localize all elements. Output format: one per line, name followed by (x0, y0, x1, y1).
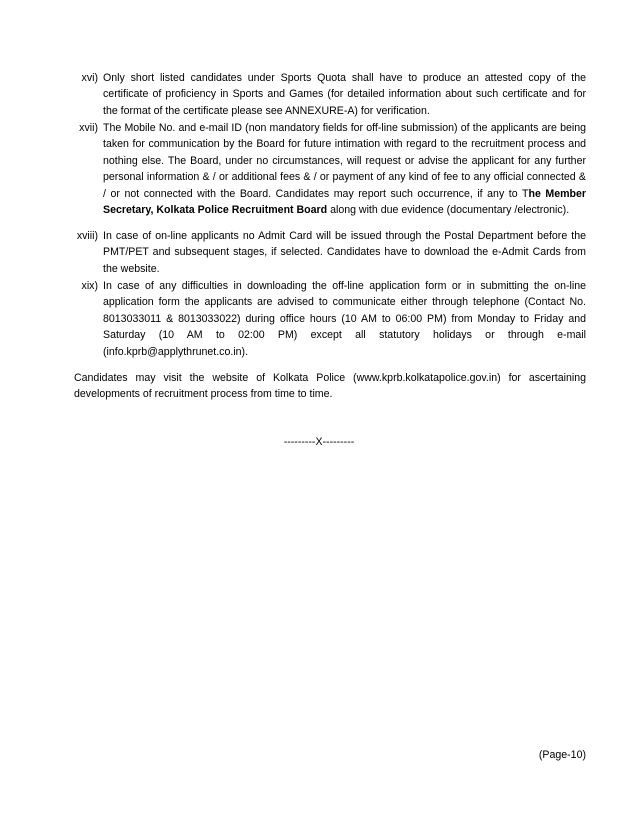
item-number: xix) (81, 280, 98, 292)
list-item-xix (60, 278, 586, 360)
website-note: Candidates may visit the website of Kolkata Police (www.kprb.kolkatapolice.gov.in) for ascertaining developments of recruitment process from time to time. (74, 372, 586, 401)
item-text-before: The Mobile No. and e-mail ID (non mandatory fields for off-line submission) of the applicants are being taken for communication by the Board for future intimation with regard to the recruitment process and nothing else. The Board, under no circumstances, will request or advise the applicant for any further personal information & / or additional fees & / or payment of any kind of fee to any official connected & / or not connected with the Board. Candidates may report such occurrence, if any to T (103, 122, 586, 200)
item-number: xviii) (76, 230, 98, 242)
item-text-after: along with due evidence (documentary /electronic). (327, 204, 570, 217)
board-name-bold: he Member Secretary, Kolkata Police Recruitment Board (103, 187, 586, 217)
item-number: xvii) (79, 122, 98, 134)
item-text: In case of any difficulties in downloading the off-line application form or in submitting the on-line application form the applicants are advised to communicate either through telephone (Contact No. 8013033011 & 8013033022) during office hours (10 AM to 06:00 PM) from Monday to Friday and Saturday (10 AM to 02:00 PM) except all statutory holidays or through e-mail (info.kprb@applythrunet.co.in). (103, 280, 586, 358)
item-text (103, 120, 586, 218)
list-item-xviii (60, 228, 586, 277)
end-separator: ---------X--------- (283, 436, 355, 448)
list-item-xvii (60, 120, 586, 218)
item-text: In case of on-line applicants no Admit Card will be issued through the Postal Department before the PMT/PET and subsequent stages, if selected. Candidates have to download the e-Admit Cards from the website. (103, 230, 586, 275)
list-item-xvi (60, 70, 586, 119)
item-number: xvi) (81, 72, 98, 84)
page-number: (Page-10) (538, 749, 586, 761)
item-text: Only short listed candidates under Sports Quota shall have to produce an attested copy of the certificate of proficiency in Sports and Games (for detailed information about such certificate and for the format of the certificate please see ANNEXURE-A) for verification. (103, 72, 586, 117)
